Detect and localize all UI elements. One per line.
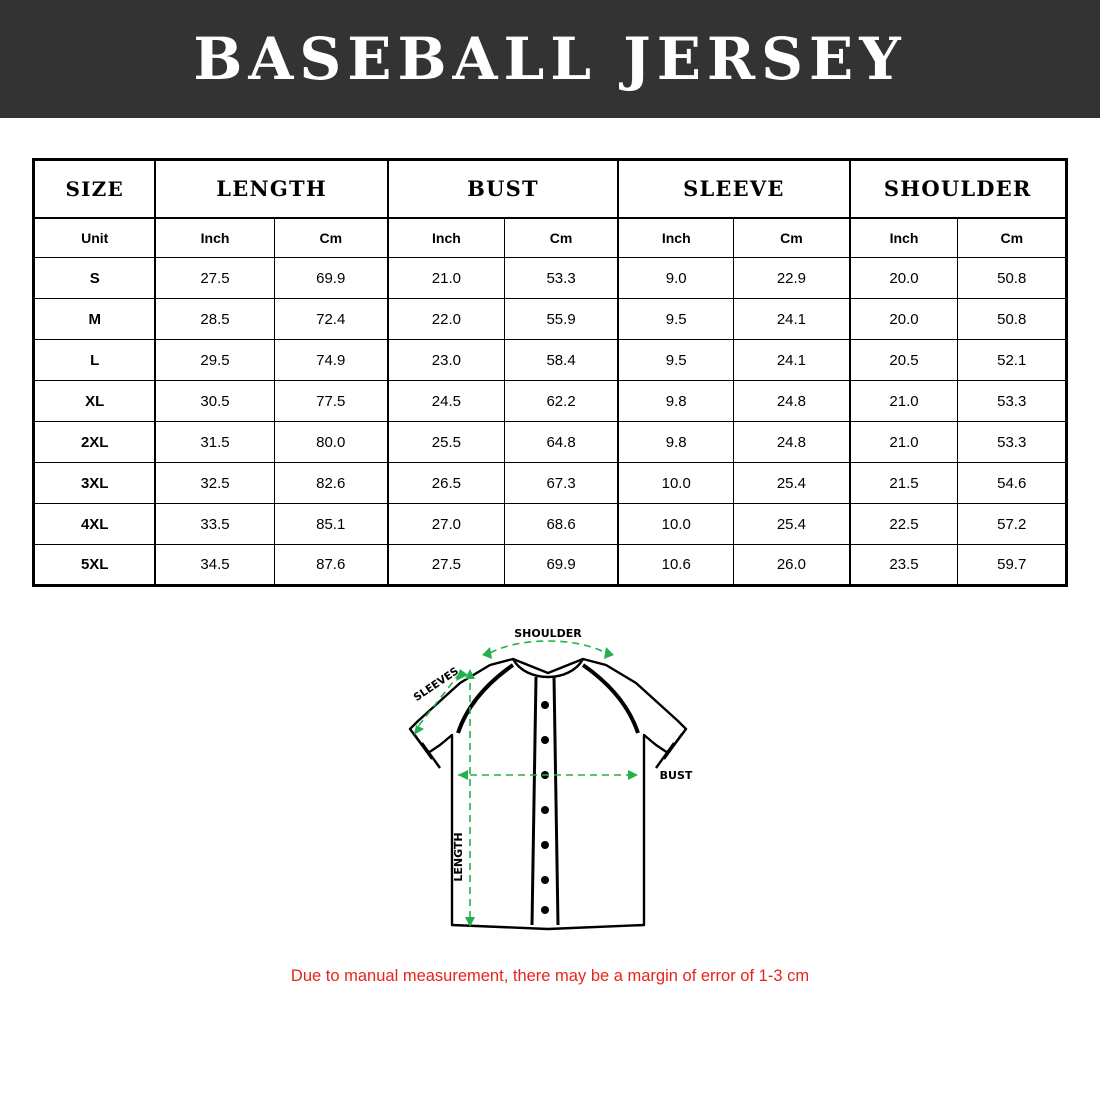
unit-bust-cm: Cm xyxy=(505,218,619,258)
cell-bust-inch: 27.5 xyxy=(388,545,505,586)
cell-sleeve-inch: 9.0 xyxy=(618,258,734,299)
table-group-header-row xyxy=(34,160,1067,218)
cell-length-cm: 87.6 xyxy=(274,545,388,586)
cell-shoulder-inch: 21.5 xyxy=(850,463,958,504)
table-row xyxy=(34,258,1067,299)
cell-shoulder-inch: 21.0 xyxy=(850,381,958,422)
cell-sleeve-cm: 26.0 xyxy=(734,545,850,586)
cell-bust-cm: 68.6 xyxy=(505,504,619,545)
cell-sleeve-inch: 9.5 xyxy=(618,299,734,340)
cell-shoulder-cm: 50.8 xyxy=(958,258,1067,299)
cell-length-cm: 74.9 xyxy=(274,340,388,381)
cell-sleeve-cm: 25.4 xyxy=(734,504,850,545)
jersey-diagram xyxy=(32,625,1068,955)
cell-bust-cm: 67.3 xyxy=(505,463,619,504)
table-unit-row xyxy=(34,218,1067,258)
page-title: BASEBALL JERSEY xyxy=(193,25,907,93)
cell-shoulder-cm: 59.7 xyxy=(958,545,1067,586)
row-size: S xyxy=(34,258,156,299)
cell-sleeve-inch: 9.5 xyxy=(618,340,734,381)
header-banner xyxy=(0,0,1100,118)
cell-sleeve-cm: 24.1 xyxy=(734,299,850,340)
unit-bust-inch: Inch xyxy=(388,218,505,258)
jersey-buttons xyxy=(541,701,549,914)
unit-shoulder-cm: Cm xyxy=(958,218,1067,258)
cell-bust-cm: 53.3 xyxy=(505,258,619,299)
group-header-shoulder: SHOULDER xyxy=(850,160,1067,218)
table-row xyxy=(34,504,1067,545)
cell-length-cm: 69.9 xyxy=(274,258,388,299)
cell-bust-inch: 26.5 xyxy=(388,463,505,504)
jersey-body-outline xyxy=(410,659,686,929)
table-row xyxy=(34,463,1067,504)
row-size: 5XL xyxy=(34,545,156,586)
row-size: 3XL xyxy=(34,463,156,504)
measurement-arrowheads xyxy=(411,647,638,927)
jersey-placket-right xyxy=(554,677,558,925)
cell-length-cm: 85.1 xyxy=(274,504,388,545)
cell-bust-cm: 55.9 xyxy=(505,299,619,340)
cell-bust-inch: 27.0 xyxy=(388,504,505,545)
cell-sleeve-cm: 24.1 xyxy=(734,340,850,381)
group-header-size: SIZE xyxy=(34,160,156,218)
cell-bust-inch: 22.0 xyxy=(388,299,505,340)
cell-bust-inch: 24.5 xyxy=(388,381,505,422)
cell-length-inch: 28.5 xyxy=(155,299,274,340)
cell-length-cm: 77.5 xyxy=(274,381,388,422)
jersey-collar xyxy=(513,659,583,677)
table-row xyxy=(34,545,1067,586)
unit-sleeve-cm: Cm xyxy=(734,218,850,258)
cell-shoulder-inch: 22.5 xyxy=(850,504,958,545)
table-row xyxy=(34,422,1067,463)
cell-length-inch: 27.5 xyxy=(155,258,274,299)
cell-length-inch: 29.5 xyxy=(155,340,274,381)
group-header-length: LENGTH xyxy=(155,160,387,218)
cell-shoulder-inch: 23.5 xyxy=(850,545,958,586)
cell-length-inch: 33.5 xyxy=(155,504,274,545)
jersey-illustration-svg xyxy=(340,625,760,955)
cell-length-cm: 72.4 xyxy=(274,299,388,340)
cell-sleeve-cm: 22.9 xyxy=(734,258,850,299)
cell-shoulder-inch: 21.0 xyxy=(850,422,958,463)
cell-bust-cm: 62.2 xyxy=(505,381,619,422)
label-bust: BUST xyxy=(659,769,693,782)
cell-bust-inch: 25.5 xyxy=(388,422,505,463)
cell-shoulder-cm: 57.2 xyxy=(958,504,1067,545)
cell-sleeve-cm: 25.4 xyxy=(734,463,850,504)
cell-sleeve-inch: 9.8 xyxy=(618,422,734,463)
cell-shoulder-inch: 20.5 xyxy=(850,340,958,381)
cell-sleeve-cm: 24.8 xyxy=(734,422,850,463)
cell-shoulder-cm: 53.3 xyxy=(958,381,1067,422)
table-row xyxy=(34,299,1067,340)
cell-length-cm: 80.0 xyxy=(274,422,388,463)
unit-sleeve-inch: Inch xyxy=(618,218,734,258)
cell-shoulder-cm: 52.1 xyxy=(958,340,1067,381)
label-shoulder: SHOULDER xyxy=(514,627,582,640)
cell-bust-cm: 69.9 xyxy=(505,545,619,586)
cell-length-inch: 34.5 xyxy=(155,545,274,586)
cell-shoulder-inch: 20.0 xyxy=(850,258,958,299)
measurement-note: Due to manual measurement, there may be a margin of error of 1-3 cm xyxy=(290,967,810,985)
cell-length-inch: 30.5 xyxy=(155,381,274,422)
unit-label: Unit xyxy=(34,218,156,258)
row-size: XL xyxy=(34,381,156,422)
cell-sleeve-cm: 24.8 xyxy=(734,381,850,422)
cell-length-inch: 31.5 xyxy=(155,422,274,463)
size-chart-table xyxy=(32,158,1068,587)
shoulder-trim-right xyxy=(583,665,638,733)
unit-shoulder-inch: Inch xyxy=(850,218,958,258)
row-size: M xyxy=(34,299,156,340)
cell-bust-cm: 64.8 xyxy=(505,422,619,463)
group-header-bust: BUST xyxy=(388,160,618,218)
table-row xyxy=(34,381,1067,422)
unit-length-inch: Inch xyxy=(155,218,274,258)
cell-length-cm: 82.6 xyxy=(274,463,388,504)
guide-shoulder xyxy=(490,641,606,653)
row-size: L xyxy=(34,340,156,381)
label-sleeves: SLEEVES xyxy=(411,665,462,704)
cell-bust-inch: 21.0 xyxy=(388,258,505,299)
cell-sleeve-inch: 9.8 xyxy=(618,381,734,422)
cell-sleeve-inch: 10.6 xyxy=(618,545,734,586)
cell-shoulder-cm: 50.8 xyxy=(958,299,1067,340)
cell-sleeve-inch: 10.0 xyxy=(618,504,734,545)
sleeve-cuff-left-2 xyxy=(414,734,432,759)
group-header-sleeve: SLEEVE xyxy=(618,160,849,218)
cell-bust-inch: 23.0 xyxy=(388,340,505,381)
cell-bust-cm: 58.4 xyxy=(505,340,619,381)
cell-shoulder-cm: 53.3 xyxy=(958,422,1067,463)
cell-sleeve-inch: 10.0 xyxy=(618,463,734,504)
cell-length-inch: 32.5 xyxy=(155,463,274,504)
row-size: 4XL xyxy=(34,504,156,545)
label-length: LENGTH xyxy=(452,832,465,882)
cell-shoulder-inch: 20.0 xyxy=(850,299,958,340)
table-row xyxy=(34,340,1067,381)
row-size: 2XL xyxy=(34,422,156,463)
sleeve-cuff-right-2 xyxy=(664,734,682,759)
cell-shoulder-cm: 54.6 xyxy=(958,463,1067,504)
size-table-container xyxy=(32,158,1068,587)
unit-length-cm: Cm xyxy=(274,218,388,258)
jersey-placket-left xyxy=(532,677,536,925)
